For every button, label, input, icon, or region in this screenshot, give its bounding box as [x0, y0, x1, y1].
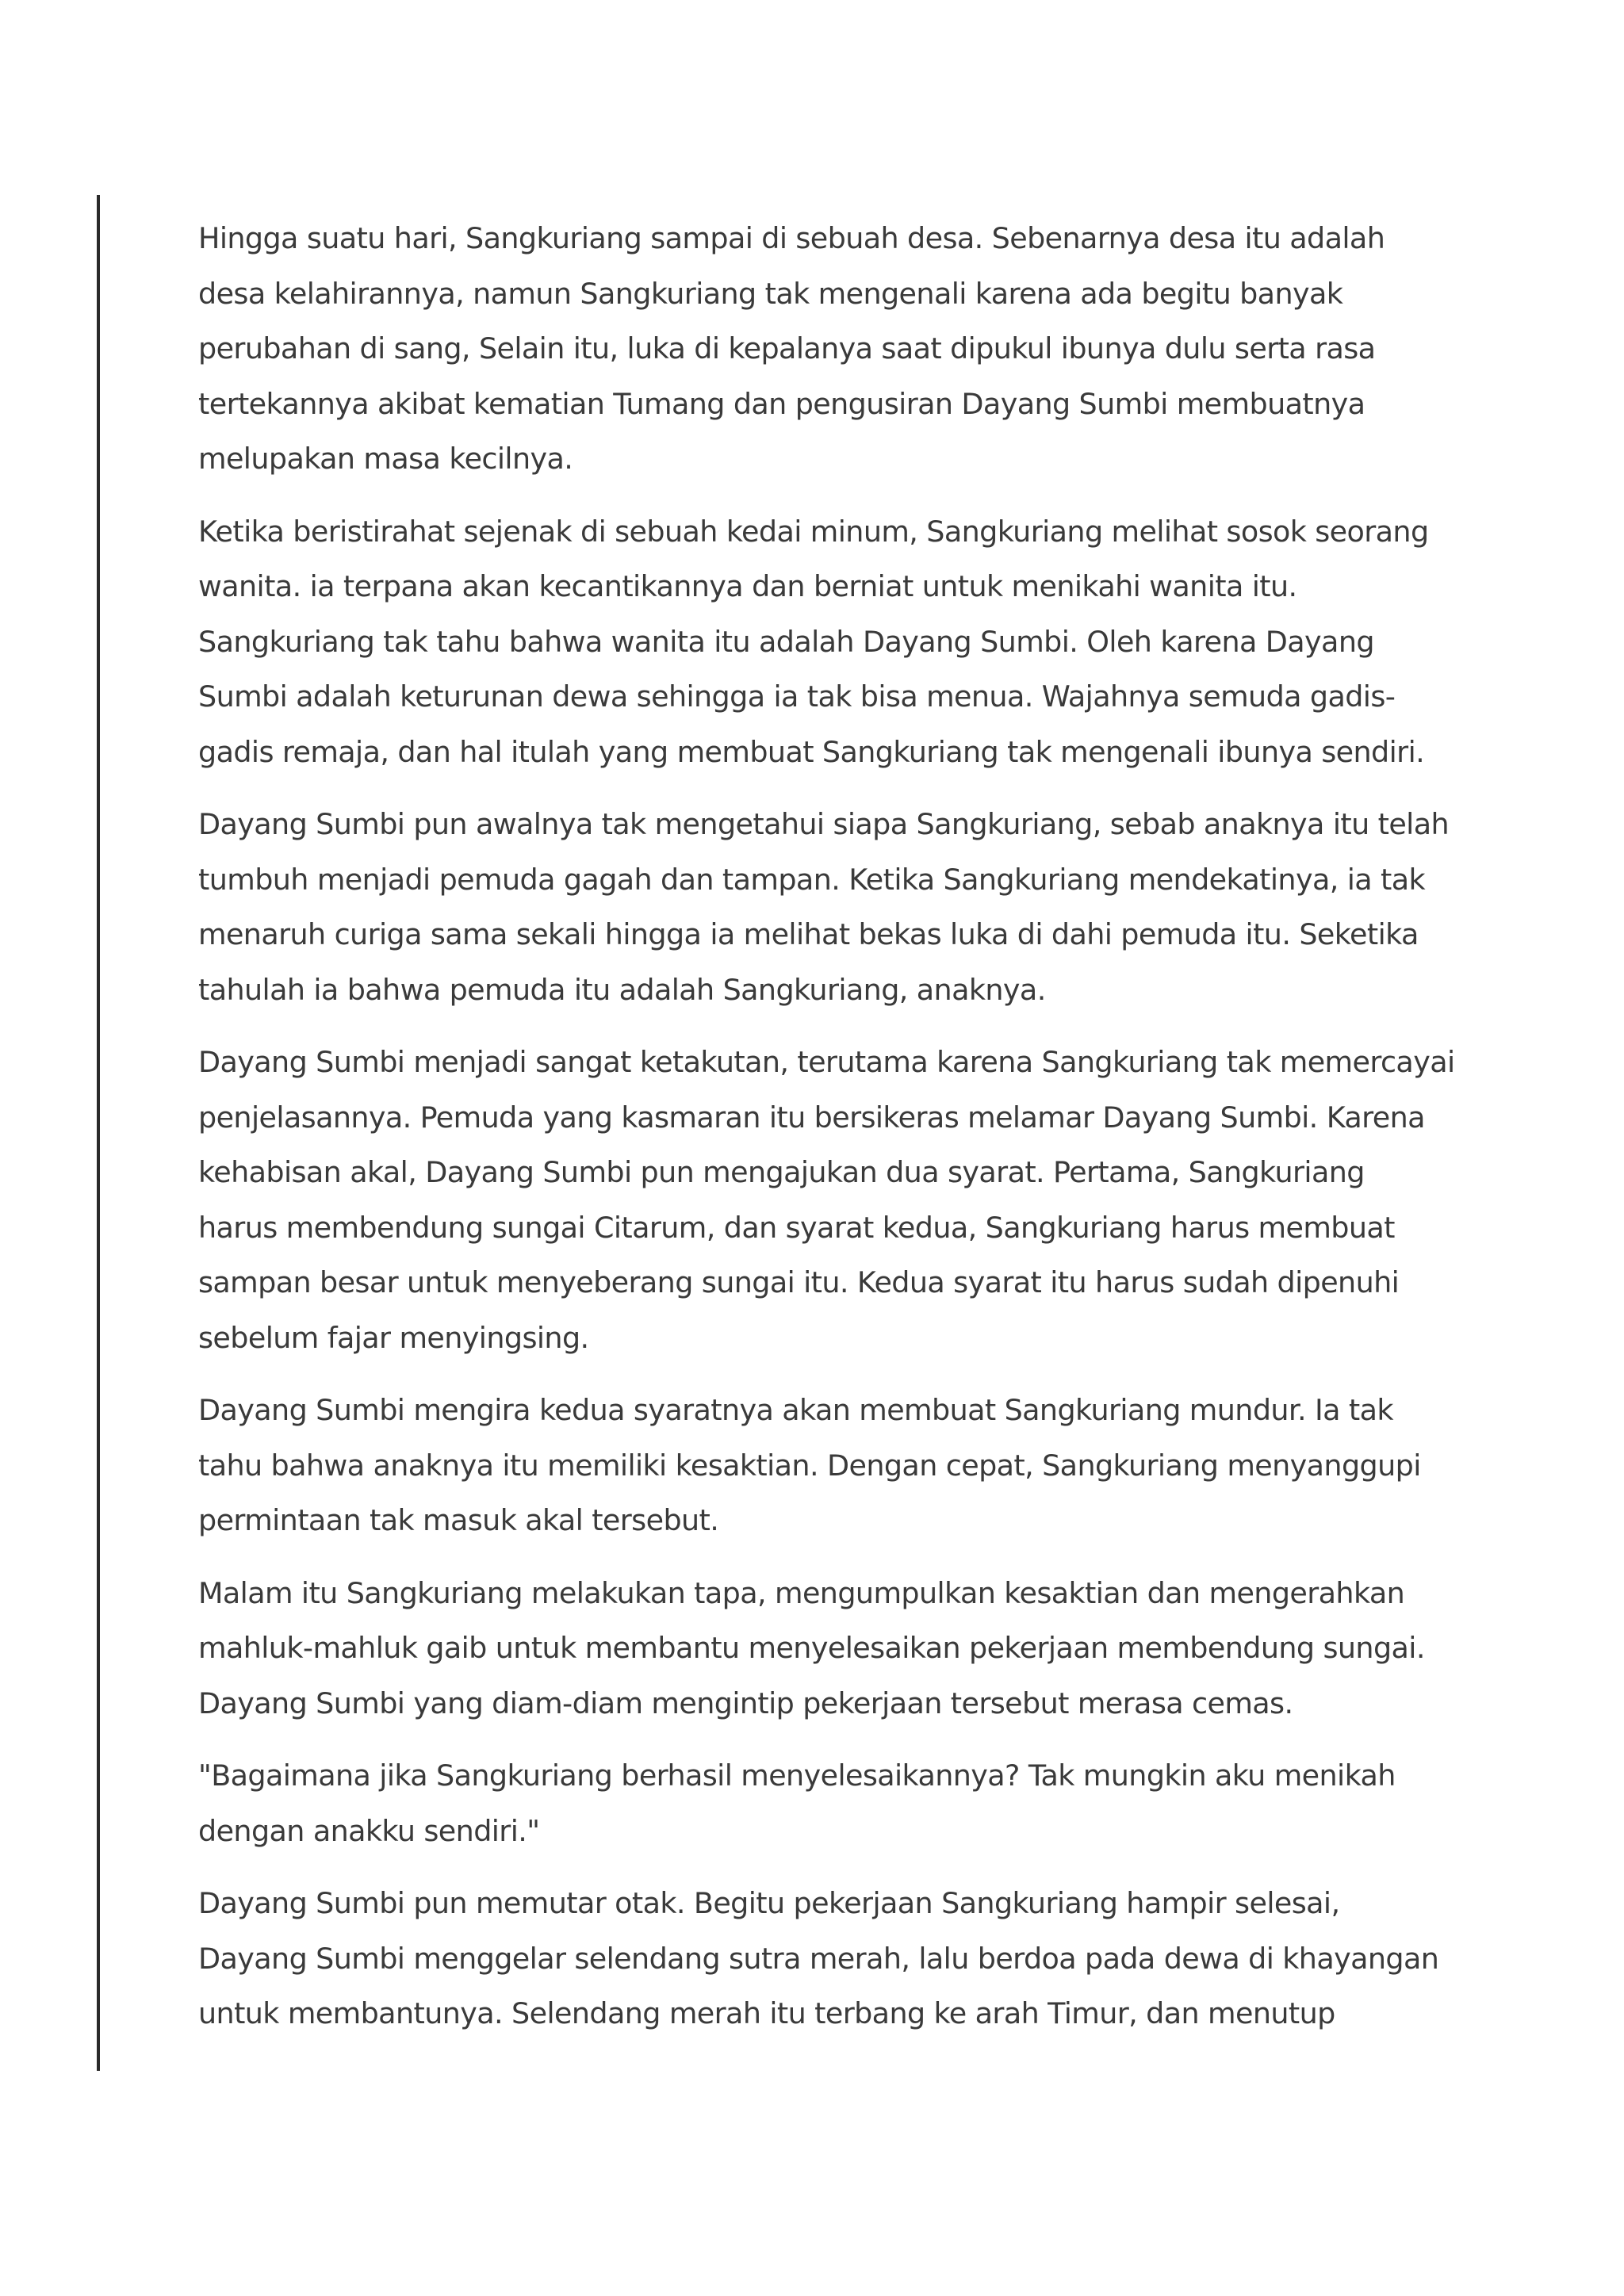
paragraph — [198, 1566, 1451, 1732]
text-line: Dayang Sumbi menjadi sangat ketakutan, terutama karena Sangkuriang tak memercayai — [198, 1045, 1455, 1079]
text-line: Dayang Sumbi mengira kedua syaratnya akan membuat Sangkuriang mundur. Ia tak — [198, 1393, 1393, 1427]
text-line: Sumbi adalah keturunan dewa sehingga ia tak bisa menua. Wajahnya semuda gadis- — [198, 679, 1396, 714]
text-line: "Bagaimana jika Sangkuriang berhasil menyelesaikannya? Tak mungkin aku menikah — [198, 1758, 1396, 1793]
paragraph — [198, 1383, 1451, 1548]
left-margin-rule — [97, 195, 100, 2071]
text-line: Hingga suatu hari, Sangkuriang sampai di sebuah desa. Sebenarnya desa itu adalah — [198, 221, 1385, 255]
text-line: dengan anakku sendiri." — [198, 1813, 540, 1848]
text-line: melupakan masa kecilnya. — [198, 442, 573, 476]
text-line: permintaan tak masuk akal tersebut. — [198, 1503, 719, 1537]
text-line: Sangkuriang tak tahu bahwa wanita itu adalah Dayang Sumbi. Oleh karena Dayang — [198, 624, 1374, 659]
text-line: gadis remaja, dan hal itulah yang membuat Sangkuriang tak mengenali ibunya sendiri. — [198, 734, 1425, 769]
text-line: tahulah ia bahwa pemuda itu adalah Sangkuriang, anaknya. — [198, 972, 1046, 1007]
text-line: Ketika beristirahat sejenak di sebuah kedai minum, Sangkuriang melihat sosok seorang — [198, 514, 1429, 549]
text-line: menaruh curiga sama sekali hingga ia melihat bekas luka di dahi pemuda itu. Seketika — [198, 917, 1419, 951]
text-line: Malam itu Sangkuriang melakukan tapa, mengumpulkan kesaktian dan mengerahkan — [198, 1575, 1405, 1610]
text-line: Dayang Sumbi yang diam-diam mengintip pekerjaan tersebut merasa cemas. — [198, 1686, 1293, 1720]
text-line: wanita. ia terpana akan kecantikannya dan berniat untuk menikahi wanita itu. — [198, 569, 1297, 603]
paragraph — [198, 1748, 1451, 1858]
text-line: harus membendung sungai Citarum, dan syarat kedua, Sangkuriang harus membuat — [198, 1210, 1395, 1245]
text-line: Dayang Sumbi menggelar selendang sutra merah, lalu berdoa pada dewa di khayangan — [198, 1941, 1439, 1976]
paragraph — [198, 1035, 1455, 1365]
text-line: perubahan di sang, Selain itu, luka di kepalanya saat dipukul ibunya dulu serta rasa — [198, 331, 1376, 365]
text-line: Dayang Sumbi pun memutar otak. Begitu pekerjaan Sangkuriang hampir selesai, — [198, 1886, 1340, 1920]
body-text — [198, 211, 1455, 2059]
paragraph — [198, 797, 1451, 1017]
text-line: desa kelahirannya, namun Sangkuriang tak mengenali karena ada begitu banyak — [198, 276, 1343, 311]
paragraph — [198, 1876, 1451, 2042]
paragraph — [198, 211, 1451, 487]
text-line: kehabisan akal, Dayang Sumbi pun mengajukan dua syarat. Pertama, Sangkuriang — [198, 1155, 1365, 1189]
text-line: untuk membantunya. Selendang merah itu terbang ke arah Timur, dan menutup — [198, 1996, 1335, 2030]
text-line: mahluk-mahluk gaib untuk membantu menyelesaikan pekerjaan membendung sungai. — [198, 1631, 1425, 1665]
text-line: sampan besar untuk menyeberang sungai itu. Kedua syarat itu harus sudah dipenuhi — [198, 1265, 1400, 1299]
text-line: tertekannya akibat kematian Tumang dan pengusiran Dayang Sumbi membuatnya — [198, 386, 1365, 421]
text-line: tumbuh menjadi pemuda gagah dan tampan. Ketika Sangkuriang mendekatinya, ia tak — [198, 862, 1426, 897]
text-line: Dayang Sumbi pun awalnya tak mengetahui siapa Sangkuriang, sebab anaknya itu telah — [198, 807, 1450, 841]
text-line: penjelasannya. Pemuda yang kasmaran itu bersikeras melamar Dayang Sumbi. Karena — [198, 1100, 1425, 1135]
paragraph — [198, 504, 1451, 780]
text-line: tahu bahwa anaknya itu memiliki kesaktian. Dengan cepat, Sangkuriang menyanggupi — [198, 1448, 1421, 1483]
text-line: sebelum fajar menyingsing. — [198, 1320, 589, 1355]
